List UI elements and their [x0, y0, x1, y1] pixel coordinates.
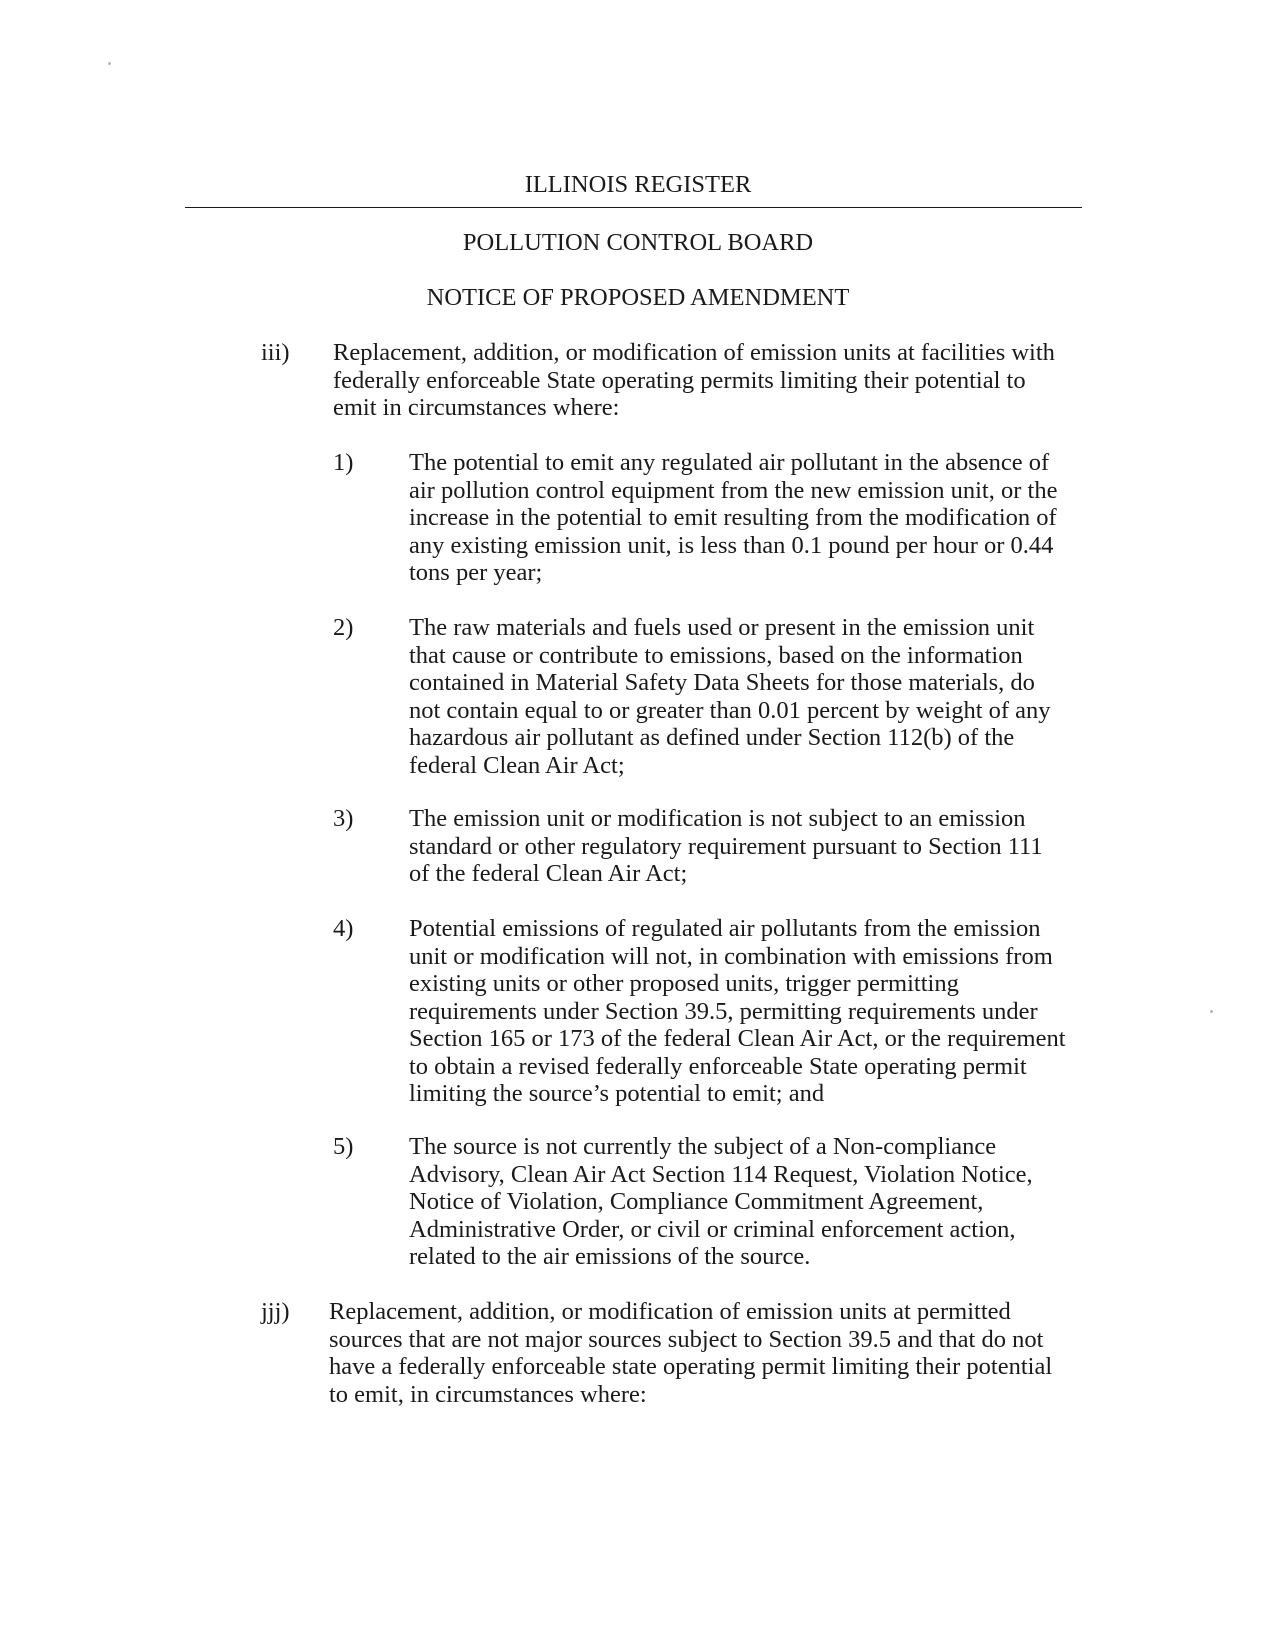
text-line: related to the air emissions of the source.: [409, 1243, 811, 1270]
scan-speck: [108, 62, 111, 65]
text-line: requirements under Section 39.5, permitting requirements under: [409, 997, 1038, 1025]
item-label: 2): [333, 614, 354, 641]
text-line: Advisory, Clean Air Act Section 114 Request, Violation Notice,: [409, 1160, 1033, 1188]
section-text: [329, 1298, 1052, 1408]
text-line: Section 165 or 173 of the federal Clean Air Act, or the requirement: [409, 1025, 1066, 1052]
text-line: Replacement, addition, or modification of emission units at facilities with: [333, 339, 1055, 366]
text-line: The source is not currently the subject of a Non-compliance: [409, 1133, 997, 1160]
item-text: [409, 449, 1057, 587]
text-line: of the federal Clean Air Act;: [409, 860, 688, 887]
section-label: iii): [261, 339, 290, 366]
text-line: The potential to emit any regulated air pollutant in the absence of: [409, 449, 1050, 476]
item-label: 1): [333, 449, 354, 476]
section-label: jjj): [261, 1298, 290, 1325]
text-line: tons per year;: [409, 559, 543, 586]
text-line: federal Clean Air Act;: [409, 751, 625, 779]
notice-title: NOTICE OF PROPOSED AMENDMENT: [426, 284, 850, 311]
agency-title: POLLUTION CONTROL BOARD: [462, 229, 814, 256]
text-line: limiting the source’s potential to emit; and: [409, 1080, 825, 1107]
text-line: Administrative Order, or civil or criminal enforcement action,: [409, 1215, 1016, 1243]
section-text: [333, 339, 1055, 422]
text-line: Potential emissions of regulated air pollutants from the emission: [409, 915, 1041, 942]
text-line: to emit, in circumstances where:: [329, 1380, 647, 1408]
text-line: increase in the potential to emit resulting from the modification of: [409, 504, 1057, 531]
scan-speck: [1210, 1010, 1213, 1013]
text-line: unit or modification will not, in combination with emissions from: [409, 942, 1053, 970]
text-line: have a federally enforceable state operating permit limiting their potential: [329, 1353, 1053, 1380]
item-text: [409, 915, 1066, 1108]
item-text: [409, 1133, 1033, 1271]
text-line: standard or other regulatory requirement pursuant to Section 111: [409, 832, 1043, 860]
text-line: The raw materials and fuels used or present in the emission unit: [409, 614, 1035, 641]
text-line: Replacement, addition, or modification of emission units at permitted: [329, 1298, 1011, 1325]
item-text: [409, 614, 1051, 779]
register-title: ILLINOIS REGISTER: [524, 171, 752, 198]
text-line: not contain equal to or greater than 0.01 percent by weight of any: [409, 696, 1051, 724]
text-line: any existing emission unit, is less than 0.1 pound per hour or 0.44: [409, 531, 1054, 559]
text-line: to obtain a revised federally enforceable State operating permit: [409, 1052, 1027, 1080]
item-text: [409, 805, 1043, 888]
text-line: emit in circumstances where:: [333, 394, 620, 421]
header-rule: [185, 207, 1082, 208]
text-line: existing units or other proposed units, trigger permitting: [409, 970, 959, 997]
item-label: 3): [333, 805, 354, 832]
text-line: The emission unit or modification is not subject to an emission: [409, 805, 1026, 832]
text-line: sources that are not major sources subject to Section 39.5 and that do not: [329, 1325, 1044, 1353]
text-line: Notice of Violation, Compliance Commitment Agreement,: [409, 1188, 984, 1215]
text-line: contained in Material Safety Data Sheets for those materials, do: [409, 669, 1035, 696]
text-line: federally enforceable State operating permits limiting their potential to: [333, 366, 1026, 394]
item-label: 4): [333, 915, 354, 942]
text-line: that cause or contribute to emissions, based on the information: [409, 641, 1023, 669]
item-label: 5): [333, 1133, 354, 1160]
text-line: air pollution control equipment from the new emission unit, or the: [409, 476, 1058, 504]
text-line: hazardous air pollutant as defined under Section 112(b) of the: [409, 724, 1015, 751]
